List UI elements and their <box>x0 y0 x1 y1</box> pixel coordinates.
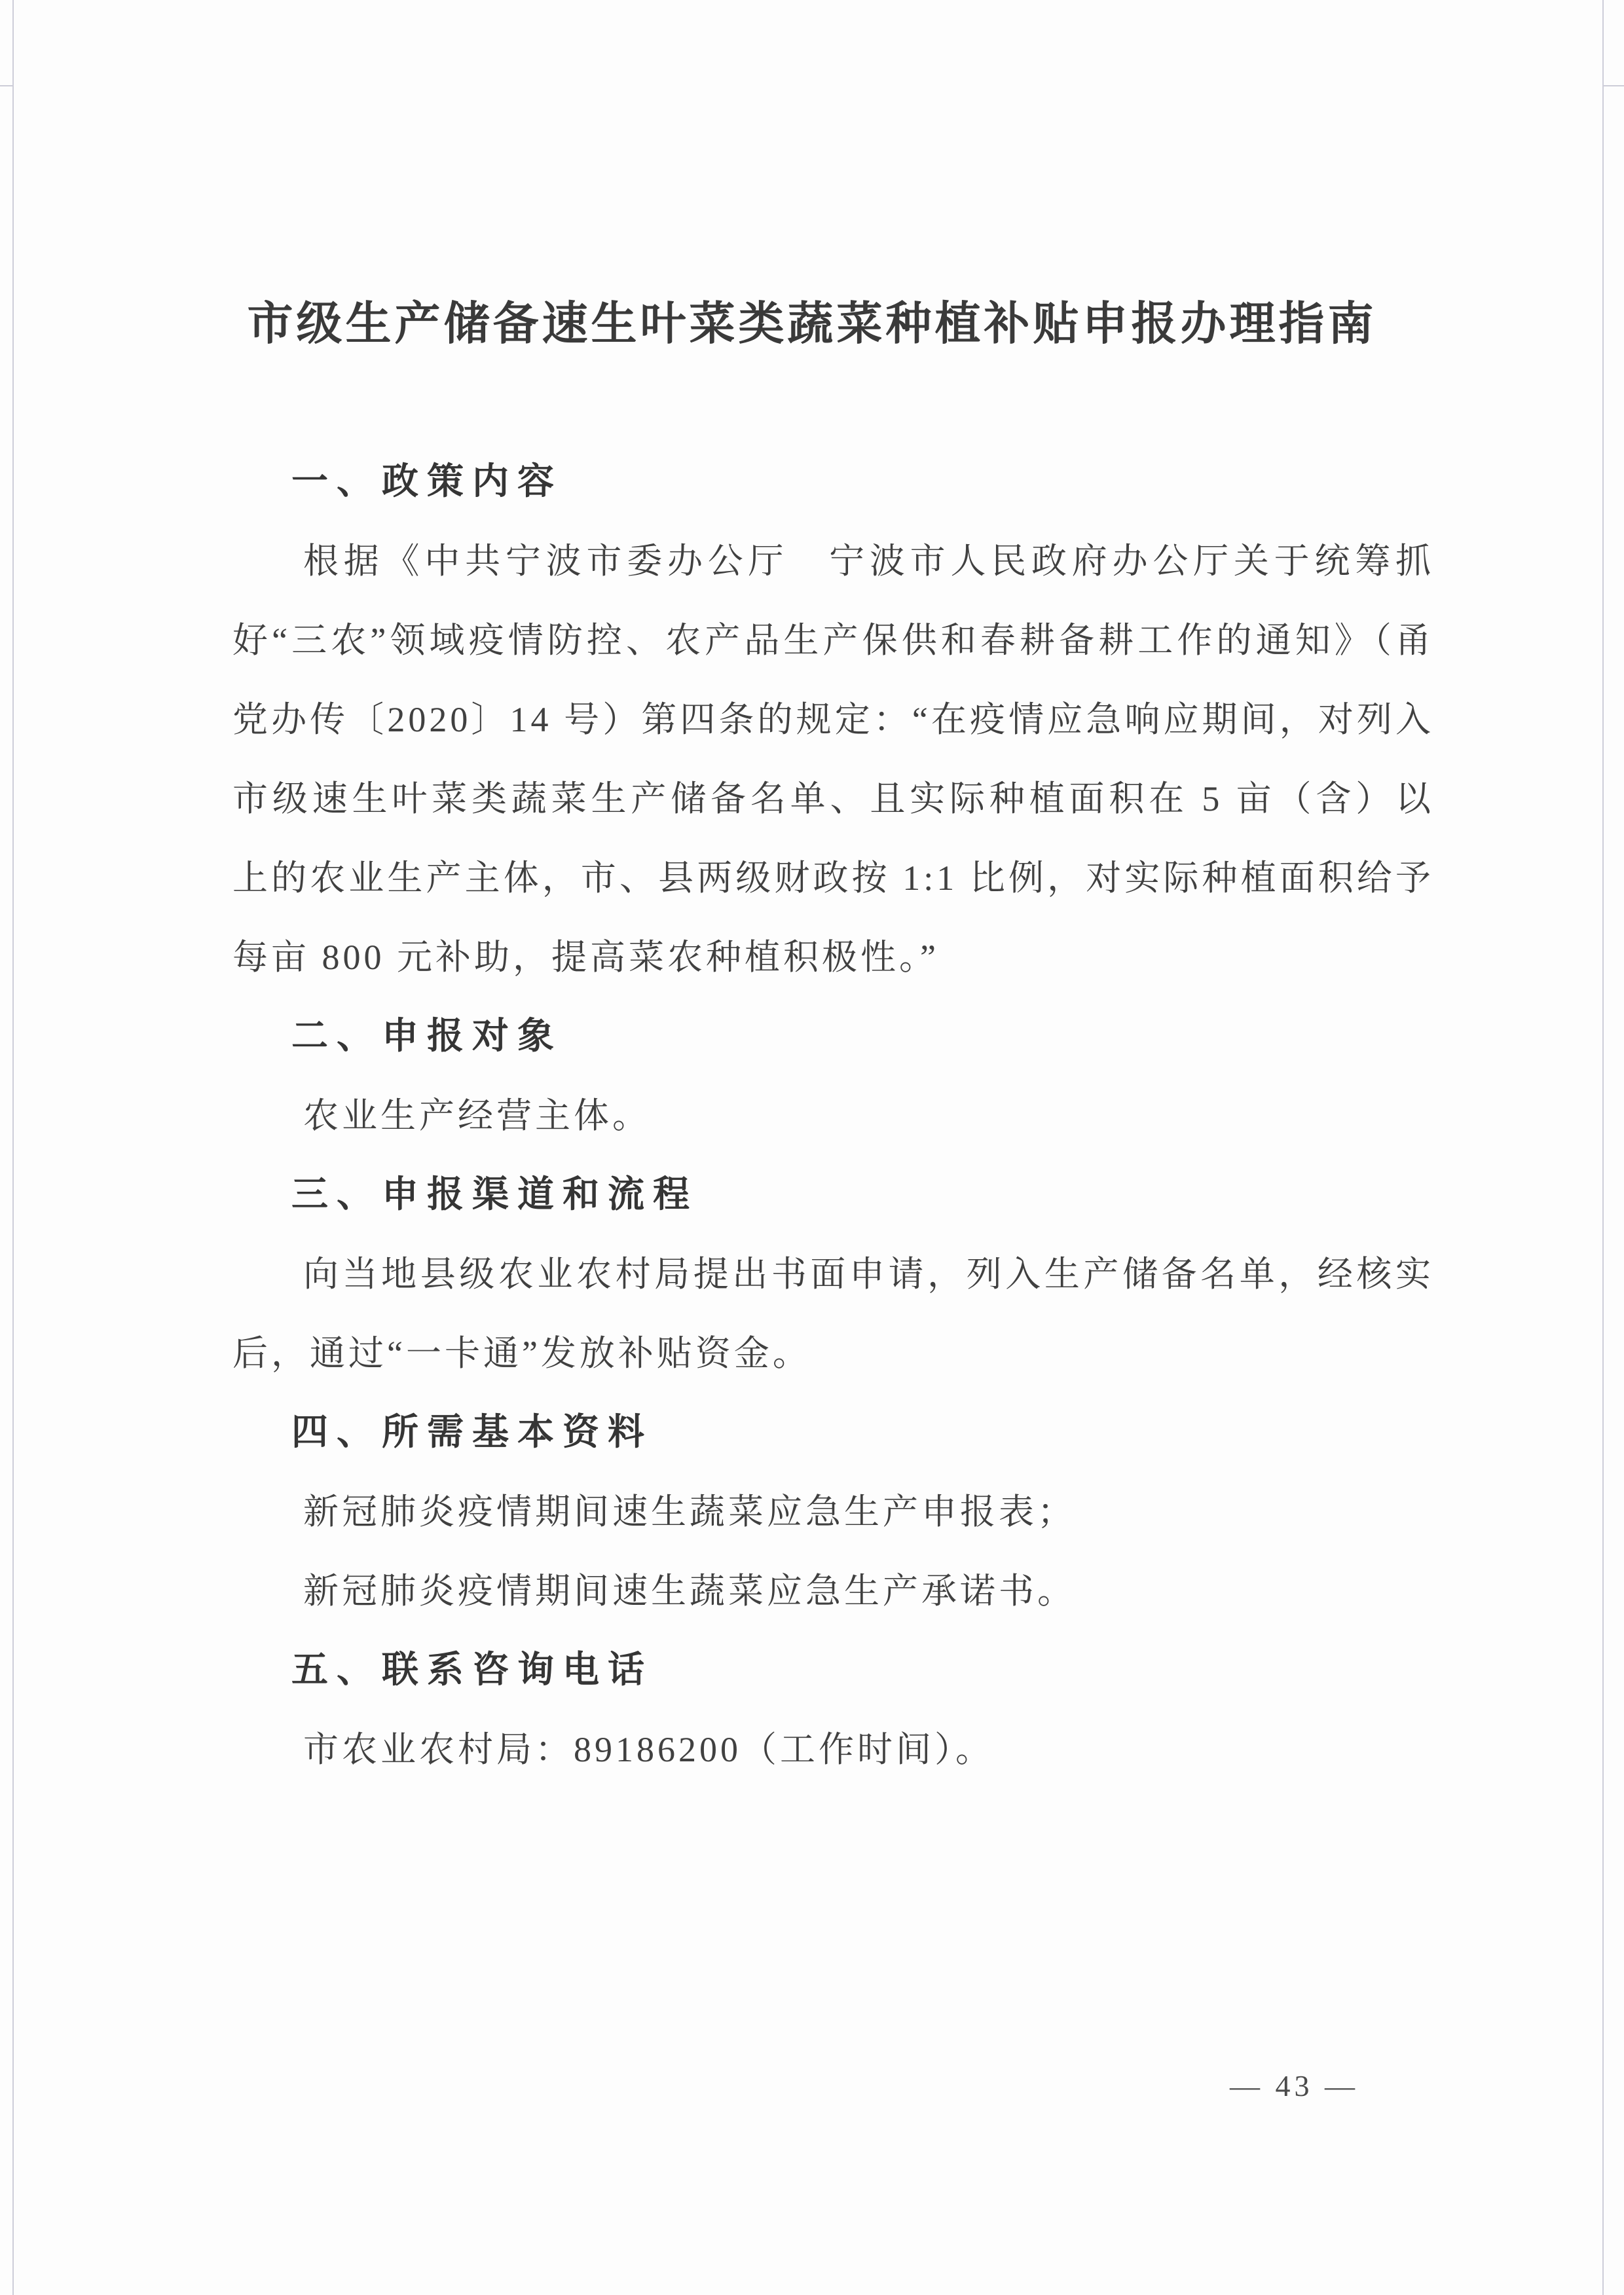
section-heading: 四、所需基本资料 <box>291 1412 653 1453</box>
paragraph: 农业生产经营主体。 <box>303 1096 651 1135</box>
paragraph: 市农业农村局：89186200（工作时间）。 <box>303 1730 994 1769</box>
document-body <box>232 443 1434 1790</box>
document-section <box>232 997 1434 1156</box>
document-section <box>232 443 1434 997</box>
section-heading: 三、申报渠道和流程 <box>291 1175 698 1215</box>
section-heading: 一、政策内容 <box>291 462 563 502</box>
page-title: 市级生产储备速生叶菜类蔬菜种植补贴申报办理指南 <box>247 298 1377 349</box>
scan-tick-right <box>1604 85 1624 86</box>
document-section <box>232 1393 1434 1631</box>
document-section <box>232 1156 1434 1393</box>
page-number: — 43 — <box>1230 2069 1359 2102</box>
section-heading: 二、申报对象 <box>291 1016 563 1057</box>
paragraph: 向当地县级农业农村局提出书面申请，列入生产储备名单，经核实后，通过“一卡通”发放补贴资金。 <box>232 1255 1434 1373</box>
paragraph: 根据《中共宁波市委办公厅 宁波市人民政府办公厅关于统筹抓好“三农”领域疫情防控、农产品生产保供和春耕备耕工作的通知》（甬党办传〔2020〕14 号）第四条的规定：“在疫情应急响应期间，对列入市级速生叶菜类蔬菜生产储备名单、且实际种植面积在 5 亩（含）以上的农业生产主体，市、县两级财政按 1:1 比例，对实际种植面积给予每亩 800 元补助，提高菜农种植积极性。” <box>232 542 1434 977</box>
document-section <box>232 1631 1434 1790</box>
paragraph: 新冠肺炎疫情期间速生蔬菜应急生产申报表； <box>303 1492 1076 1532</box>
paragraph: 新冠肺炎疫情期间速生蔬菜应急生产承诺书。 <box>303 1571 1076 1611</box>
section-heading: 五、联系咨询电话 <box>291 1650 653 1691</box>
scan-tick-left <box>0 85 13 86</box>
